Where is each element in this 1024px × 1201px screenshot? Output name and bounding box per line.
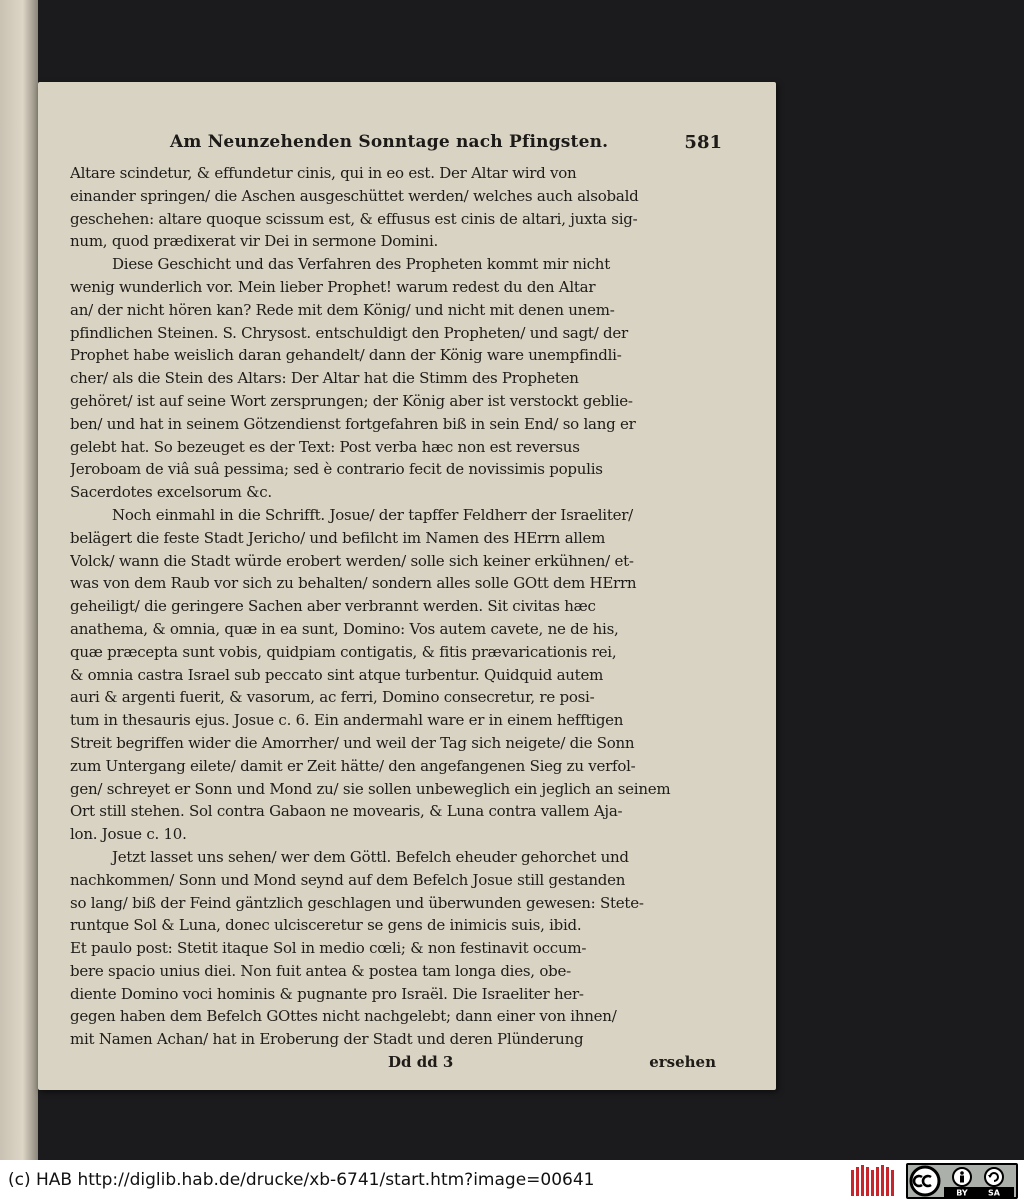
text-line: gehöret/ ist auf seine Wort zersprungen; der König aber ist verstockt geblie- (70, 391, 633, 410)
text-line: Sacerdotes excelsorum &c. (70, 483, 272, 502)
text-line: num, quod prædixerat vir Dei in sermone Domini. (70, 232, 439, 251)
cc-license-badge[interactable] (906, 1163, 1018, 1199)
text-line: so lang/ biß der Feind gäntzlich geschlagen und überwunden gewesen: Stete- (70, 893, 644, 912)
text-line: nachkommen/ Sonn und Mond seynd auf dem Befelch Josue still gestanden (70, 870, 626, 889)
text-line: tum in thesauris ejus. Josue c. 6. Ein andermahl ware er in einem hefftigen (70, 711, 624, 730)
text-line: Noch einmahl in die Schrifft. Josue/ der tapffer Feldherr der Israeliter/ (112, 505, 633, 524)
catchword: ersehen (649, 1053, 716, 1072)
running-head (170, 132, 722, 156)
text-line: Jetzt lasset uns sehen/ wer dem Göttl. Befelch eheuder gehorchet und (112, 847, 629, 866)
text-line: gegen haben dem Befelch GOttes nicht nachgelebt; dann einer von ihnen/ (70, 1007, 617, 1026)
signature-mark: Dd dd 3 (388, 1053, 454, 1072)
text-line: geheiligt/ die geringere Sachen aber verbrannt werden. Sit civitas hæc (70, 597, 596, 616)
text-line: Prophet habe weislich daran gehandelt/ dann der König ware unempfindli- (70, 346, 622, 365)
text-line: diente Domino voci hominis & pugnante pro Israël. Die Israeliter her- (70, 984, 584, 1003)
text-line: Et paulo post: Stetit itaque Sol in medio cœli; & non festinavit occum- (70, 939, 587, 958)
book-page (38, 82, 776, 1090)
copyright-link[interactable]: (c) HAB http://diglib.hab.de/drucke/xb-6741/start.htm?image=00641 (8, 1170, 595, 1190)
cc-logo-icon (908, 1165, 1016, 1197)
text-line: pfindlichen Steinen. S. Chrysost. entschuldigt den Propheten/ und sagt/ der (70, 323, 628, 342)
text-line: gen/ schreyet er Sonn und Mond zu/ sie sollen unbeweglich ein jeglich an seinem (70, 779, 671, 798)
text-line: mit Namen Achan/ hat in Eroberung der Stadt und deren Plünderung (70, 1030, 584, 1049)
page-number: 581 (684, 132, 722, 153)
text-line: gelebt hat. So bezeuget es der Text: Post verba hæc non est reversus (70, 437, 580, 456)
text-line: Ort still stehen. Sol contra Gabaon ne movearis, & Luna contra vallem Aja- (70, 802, 623, 821)
paragraph (70, 253, 722, 504)
text-line: Altare scindetur, & effundetur cinis, qui in eo est. Der Altar wird von (70, 164, 577, 182)
text-line: cher/ als die Stein des Altars: Der Altar hat die Stimm des Propheten (70, 369, 579, 388)
text-line: & omnia castra Israel sub peccato sint atque turbentur. Quidquid autem (70, 665, 604, 684)
text-line: einander springen/ die Aschen ausgeschüttet werden/ welches auch alsobald (70, 186, 639, 205)
running-title: Am Neunzehenden Sonntage nach Pfingsten. (170, 132, 609, 152)
text-line: geschehen: altare quoque scissum est, & effusus est cinis de altari, juxta sig- (70, 209, 638, 228)
text-line: quæ præcepta sunt vobis, quidpiam contigatis, & fitis prævaricationis rei, (70, 642, 617, 661)
hab-logo-icon (850, 1164, 896, 1198)
text-line: belägert die feste Stadt Jericho/ und befilcht im Namen des HErrn allem (70, 528, 606, 547)
text-line: Streit begriffen wider die Amorrher/ und weil der Tag sich neigete/ die Sonn (70, 733, 635, 752)
text-line: Diese Geschicht und das Verfahren des Propheten kommt mir nicht (112, 255, 610, 274)
text-line: runtque Sol & Luna, donec ulcisceretur se gens de inimicis suis, ibid. (70, 916, 582, 935)
paragraph (70, 504, 722, 846)
body-text (70, 162, 722, 1051)
paragraph (70, 162, 722, 253)
text-line: Jeroboam de viâ suâ pessima; sed è contrario fecit de novissimis populis (70, 460, 603, 479)
text-line: Volck/ wann die Stadt würde erobert werden/ solle sich keiner erkühnen/ et- (70, 551, 634, 570)
text-line: wenig wunderlich vor. Mein lieber Prophet! warum redest du den Altar (70, 277, 596, 296)
text-line: zum Untergang eilete/ damit er Zeit hätte/ den angefangenen Sieg zu verfol- (70, 756, 636, 775)
paragraph (70, 846, 722, 1051)
text-line: ben/ und hat in seinem Götzendienst fortgefahren biß in sein End/ so lang er (70, 414, 636, 433)
cc-by-label: BY (956, 1188, 968, 1197)
page-text-block (70, 132, 722, 1077)
text-line: lon. Josue c. 10. (70, 825, 187, 844)
text-line: anathema, & omnia, quæ in ea sunt, Domino: Vos autem cavete, ne de his, (70, 619, 619, 638)
text-line: bere spacio unius diei. Non fuit antea & postea tam longa dies, obe- (70, 961, 571, 980)
text-line: was von dem Raub vor sich zu behalten/ sondern alles solle GOtt dem HErrn (70, 574, 637, 593)
footer-bar (0, 1160, 1024, 1201)
cc-sa-label: SA (988, 1188, 1000, 1197)
text-line: auri & argenti fuerit, & vasorum, ac ferri, Domino consecretur, re posi- (70, 688, 595, 707)
catch-row (70, 1053, 722, 1077)
adjacent-page-edge (0, 0, 38, 1160)
text-line: an/ der nicht hören kan? Rede mit dem König/ und nicht mit denen unem- (70, 300, 615, 319)
